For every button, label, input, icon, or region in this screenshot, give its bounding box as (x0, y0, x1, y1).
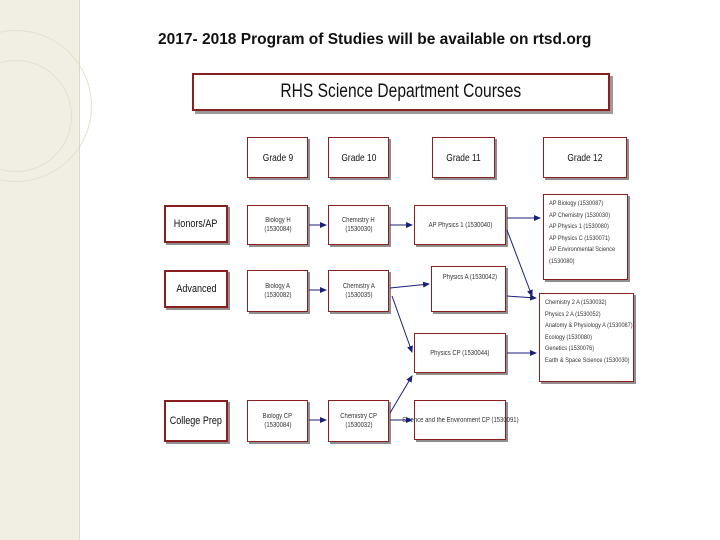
list-item: AP Chemistry (1530030) (549, 211, 611, 219)
list-item: AP Physics 1 (1530080) (549, 223, 609, 230)
diagram-title: RHS Science Department Courses (280, 81, 522, 102)
list-item: Genetics (1530076) (545, 345, 595, 352)
course-name: Physics CP (1530044) (430, 349, 490, 357)
course-name: Chemistry H (342, 217, 375, 224)
page-title: 2017- 2018 Program of Studies will be available on rtsd.org (158, 31, 592, 48)
grade-11-label: Grade 11 (446, 151, 481, 164)
course-name: Biology CP (262, 413, 293, 420)
grade-9-label: Grade 9 (262, 151, 293, 164)
course-code: (1530084) (263, 422, 292, 429)
course-name: Chemistry A (342, 283, 375, 290)
course-name: Physics A (1530042) (442, 274, 498, 281)
list-item: Anatomy & Physiology A (1530087) (545, 322, 633, 329)
arrow-cp-10-to-physics (390, 376, 412, 413)
list-item: AP Physics C (1530071) (549, 234, 610, 242)
course-code: (1530030) (344, 226, 373, 233)
list-item: Ecology (1530080) (545, 333, 592, 341)
course-name: Science and the Environment CP (1530091) (401, 416, 519, 424)
course-name: Biology H (264, 217, 291, 224)
grade-10-label: Grade 10 (340, 151, 377, 164)
course-code: (1530035) (344, 292, 373, 299)
arrow-advanced-11-12 (507, 296, 536, 298)
course-code: (1530082) (263, 292, 292, 299)
list-item: (1530080) (549, 257, 575, 265)
arrow-advanced-10-11 (390, 284, 429, 288)
level-label: College Prep (169, 415, 223, 427)
level-label: Advanced (175, 283, 217, 295)
grade-12-label: Grade 12 (567, 151, 603, 164)
list-item: AP Biology (1530087) (549, 200, 604, 207)
arrow-honors-11-to-electives (507, 230, 532, 296)
list-item: Physics 2 A (1530052) (545, 310, 601, 318)
level-label: Honors/AP (174, 218, 218, 230)
course-name: Biology A (265, 283, 290, 290)
arrow-advanced-10-to-physics (392, 296, 412, 352)
course-code: (1530084) (263, 226, 292, 233)
list-item: Earth & Space Science (1530030) (545, 356, 630, 364)
course-name: AP Physics 1 (1530040) (428, 221, 492, 229)
list-item: AP Environmental Science (549, 246, 616, 253)
course-code: (1530032) (344, 422, 373, 429)
course-name: Chemistry CP (340, 413, 377, 420)
list-item: Chemistry 2 A (1530032) (545, 299, 607, 306)
